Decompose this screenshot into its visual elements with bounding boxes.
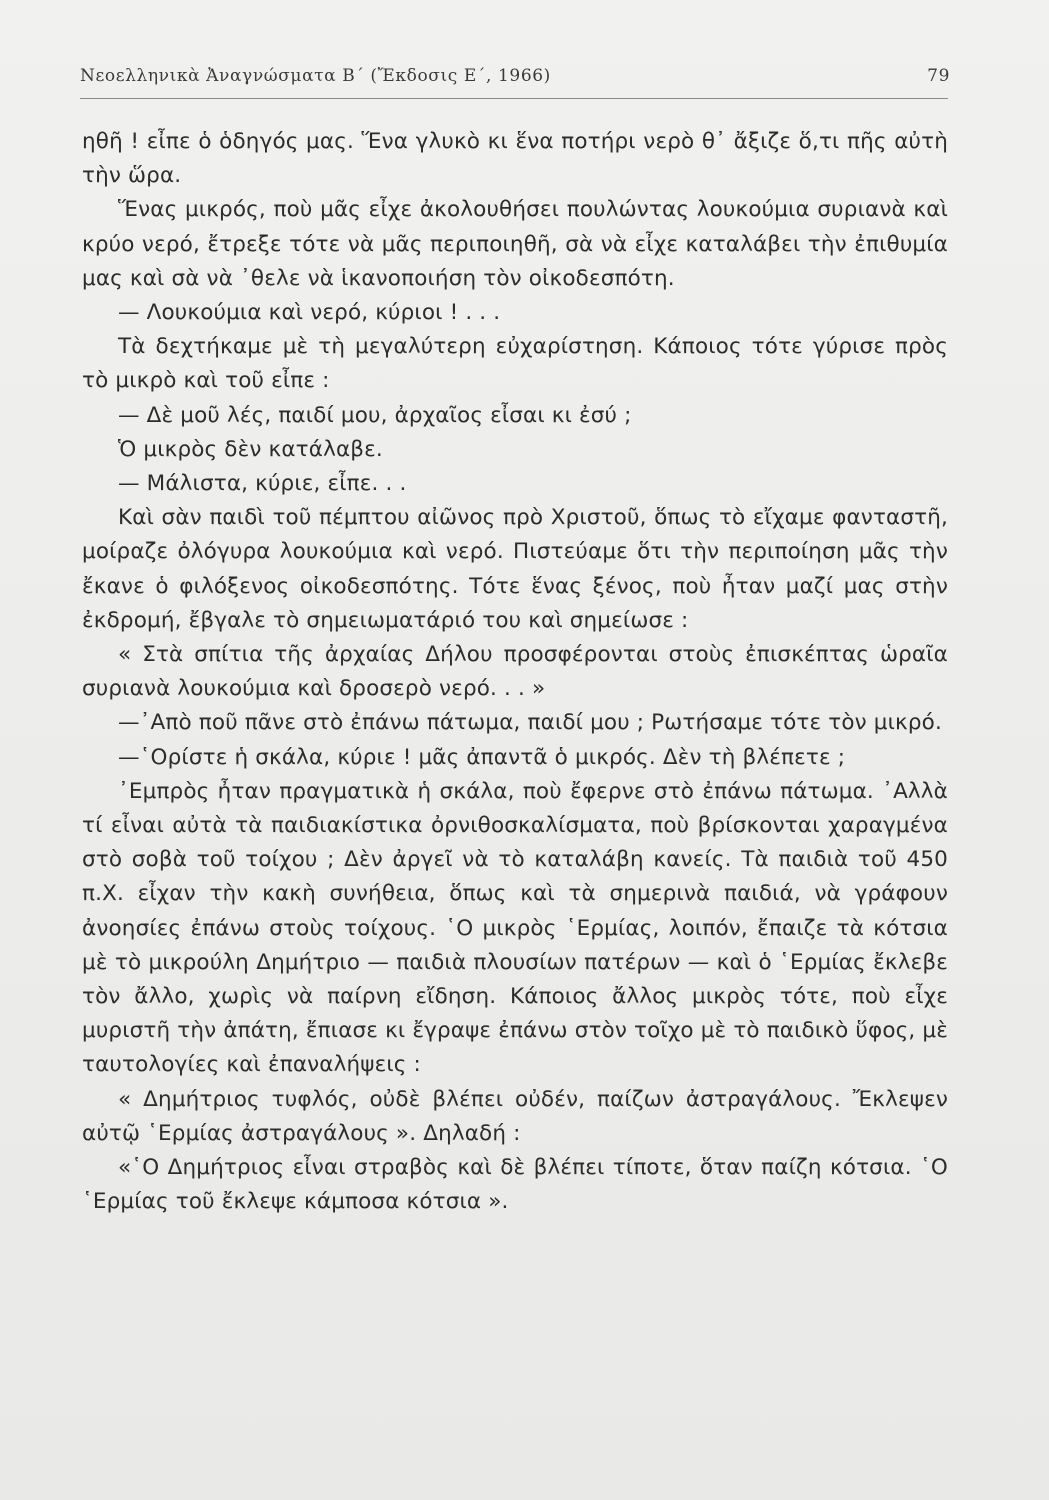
book-title: Νεοελληνικὰ Ἀναγνώσματα Β΄ (Ἔκδοσις Ε΄, 1966) bbox=[80, 66, 551, 86]
paragraph: ηθῆ ! εἶπε ὁ ὁδηγός μας. Ἕνα γλυκὸ κι ἕνα ποτήρι νερὸ θ᾿ ἄξιζε ὅ,τι πῆς αὐτὴ τὴν ὥρα. bbox=[82, 129, 948, 189]
paragraph: Καὶ σὰν παιδὶ τοῦ πέμπτου αἰῶνος πρὸ Χριστοῦ, ὅπως τὸ εἴχαμε φανταστῆ, μοίραζε ὀλόγυρα λουκούμια καὶ νερό. Πιστεύαμε ὅτι τὴν περιποίηση μᾶς τὴν ἔκανε ὁ φιλόξενος οἰκοδεσπότης. Τότε ἕνας ξένος, ποὺ ἦταν μαζί μας στὴν ἐκδρομή, ἔβγαλε τὸ σημειωματάριό του καὶ σημείωσε : bbox=[82, 505, 948, 633]
paragraph: ᾿Εμπρὸς ἦταν πραγματικὰ ἡ σκάλα, ποὺ ἔφερνε στὸ ἐπάνω πάτωμα. ᾿Αλλὰ τί εἶναι αὐτὰ τὰ παιδιακίστικα ὀρνιθοσκαλίσματα, ποὺ βρίσκονται χαραγμένα στὸ σοβὰ τοῦ τοίχου ; Δὲν ἀργεῖ νὰ τὸ καταλάβη κανείς. Τὰ παιδιὰ τοῦ 450 π.Χ. εἶχαν τὴν κακὴ συνήθεια, ὅπως καὶ τὰ σημερινὰ παιδιά, νὰ γράφουν ἀνοησίες ἐπάνω στοὺς τοίχους. ῾Ο μικρὸς ῾Ερμίας, λοιπόν, ἔπαιζε τὰ κότσια μὲ τὸ μικρούλη Δημήτριο — παιδιὰ πλουσίων πατέρων — καὶ ὁ ῾Ερμίας ἔκλεβε τὸν ἄλλο, χωρὶς νὰ παίρνη εἴδηση. Κάποιος ἄλλος μικρὸς τότε, ποὺ εἶχε μυριστῆ τὴν ἀπάτη, ἔπιασε κι ἔγραψε ἐπάνω στὸν τοῖχο μὲ τὸ παιδικὸ ὕφος, μὲ ταυτολογίες καὶ ἐπαναλήψεις : bbox=[82, 778, 948, 1078]
running-header bbox=[80, 66, 950, 92]
page-number: 79 bbox=[927, 66, 950, 86]
body-text bbox=[82, 125, 948, 1220]
paragraph: Τὰ δεχτήκαμε μὲ τὴ μεγαλύτερη εὐχαρίστηση. Κάποιος τότε γύρισε πρὸς τὸ μικρὸ καὶ τοῦ εἶπε : bbox=[82, 334, 948, 394]
paragraph: —῾Ορίστε ἡ σκάλα, κύριε ! μᾶς ἀπαντᾶ ὁ μικρός. Δὲν τὴ βλέπετε ; bbox=[118, 744, 846, 770]
paragraph: — Δὲ μοῦ λές, παιδί μου, ἀρχαῖος εἶσαι κι ἐσύ ; bbox=[118, 402, 632, 428]
paragraph: «῾Ο Δημήτριος εἶναι στραβὸς καὶ δὲ βλέπει τίποτε, ὅταν παίζη κότσια. ῾Ο ῾Ερμίας τοῦ ἔκλεψε κάμποσα κότσια ». bbox=[82, 1155, 948, 1215]
paragraph: « Στὰ σπίτια τῆς ἀρχαίας Δήλου προσφέρονται στοὺς ἐπισκέπτας ὡραῖα συριανὰ λουκούμια καὶ δροσερὸ νερό. . . » bbox=[82, 642, 948, 702]
paragraph: —᾿Απὸ ποῦ πᾶνε στὸ ἐπάνω πάτωμα, παιδί μου ; Ρωτήσαμε τότε τὸν μικρό. bbox=[118, 710, 942, 736]
paragraph: — Μάλιστα, κύριε, εἶπε. . . bbox=[118, 471, 407, 497]
paragraph: Ἕνας μικρός, ποὺ μᾶς εἶχε ἀκολουθήσει πουλώντας λουκούμια συριανὰ καὶ κρύο νερό, ἔτρεξε τότε νὰ μᾶς περιποιηθῆ, σὰ νὰ εἶχε καταλάβει τὴν ἐπιθυμία μας καὶ σὰ νὰ ᾿θελε νὰ ἱκανοποιήση τὸν οἰκοδεσπότη. bbox=[82, 197, 948, 291]
paragraph: — Λουκούμια καὶ νερό, κύριοι ! . . . bbox=[118, 300, 501, 326]
paragraph: Ὁ μικρὸς δὲν κατάλαβε. bbox=[118, 436, 383, 462]
paragraph: « Δημήτριος τυφλός, οὐδὲ βλέπει οὐδέν, παίζων ἀστραγάλους. Ἔκλεψεν αὐτῷ ῾Ερμίας ἀστραγάλους ». Δηλαδή : bbox=[82, 1086, 948, 1146]
header-rule bbox=[80, 98, 948, 99]
